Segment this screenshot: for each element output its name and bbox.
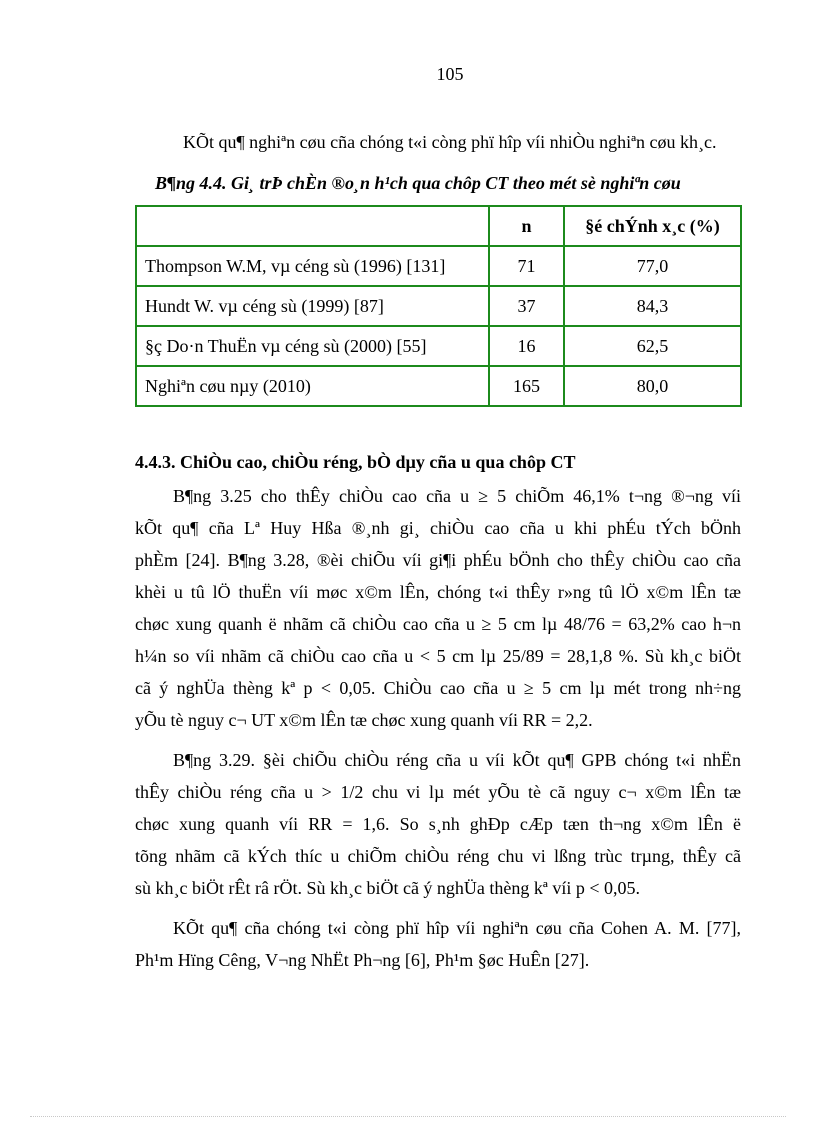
paragraph-line: phÈm [24]. B¶ng 3.28, ®èi chiÕu víi gi¶i phÉu bÖnh cho thÊy chiÒu cao cña	[135, 550, 741, 570]
paragraph-line: h¼n so víi nhãm cã chiÒu cao cña u < 5 cm lµ 25/89 = 28,1,8 %. Sù kh¸c biÖt	[135, 646, 741, 666]
table-cell-study: §ç Do·n ThuËn vµ céng sù (2000) [55]	[136, 326, 489, 366]
table-cell-accuracy: 84,3	[564, 286, 741, 326]
table-cell-study: Nghiªn cøu nµy (2010)	[136, 366, 489, 406]
page-number: 105	[436, 64, 464, 84]
paragraph-line: B¶ng 3.29. §èi chiÕu chiÒu réng cña u víi kÕt qu¶ GPB chóng t«i nhËn	[173, 750, 741, 770]
table-cell-accuracy: 77,0	[564, 246, 741, 286]
paragraph-line: khèi u tû lÖ thuËn víi møc x©m lÊn, chóng t«i thÊy r»ng tû lÖ x©m lÊn tæ	[135, 582, 741, 602]
paragraph-line: Ph¹m Hïng Cêng, V¬ng NhËt Ph¬ng [6], Ph¹m §øc HuÊn [27].	[135, 950, 590, 970]
paragraph-line: chøc xung quanh víi RR = 1,6. So s¸nh ghÐp cÆp tæn th¬ng x©m lÊn ë	[135, 814, 741, 834]
table-header-row	[136, 206, 741, 246]
paragraph-tumor-width	[135, 744, 741, 904]
paragraph-line: tõng nhãm cã kÝch thíc u chiÕm chiÒu réng chu vi lßng trùc trµng, thÊy cã	[135, 846, 741, 866]
paragraph-line: cã ý nghÜa thèng kª p < 0,05. ChiÒu cao cña u ≥ 5 cm lµ mét trong nh÷ng	[135, 678, 741, 698]
paragraph-line: kÕt qu¶ cña Lª Huy Hßa ®¸nh gi¸ chiÒu cao cña u khi phÉu tÝch bÖnh	[135, 518, 741, 538]
intro-sentence: KÕt qu¶ nghiªn cøu cña chóng t«i còng phï hîp víi nhiÒu nghiªn cøu kh¸c.	[183, 132, 717, 152]
paragraph-line: chøc xung quanh ë nhãm cã chiÒu cao cña u ≥ 5 cm lµ 48/76 = 63,2% cao h¬n	[135, 614, 741, 634]
table-header-n: n	[489, 206, 564, 246]
page-bottom-border	[30, 1116, 786, 1117]
paragraph-line: B¶ng 3.25 cho thÊy chiÒu cao cña u ≥ 5 chiÕm 46,1% t¬ng ®¬ng víi	[173, 486, 741, 506]
table-cell-accuracy: 80,0	[564, 366, 741, 406]
table-cell-accuracy: 62,5	[564, 326, 741, 366]
table-row	[136, 326, 741, 366]
paragraph-line: sù kh¸c biÖt rÊt râ rÖt. Sù kh¸c biÖt cã ý nghÜa thèng kª víi p < 0,05.	[135, 878, 641, 898]
table-cell-n: 37	[489, 286, 564, 326]
paragraph-line: yÕu tè nguy c¬ UT x©m lÊn tæ chøc xung quanh víi RR = 2,2.	[135, 710, 593, 730]
table-caption: B¶ng 4.4. Gi¸ trÞ chÈn ®o¸n h¹ch qua chôp CT theo mét sè nghiªn cøu	[155, 173, 681, 193]
table-header-accuracy: §é chÝnh x¸c (%)	[564, 206, 741, 246]
table-cell-study: Hundt W. vµ céng sù (1999) [87]	[136, 286, 489, 326]
accuracy-table	[135, 205, 742, 407]
table-row	[136, 246, 741, 286]
table-cell-n: 71	[489, 246, 564, 286]
table-cell-n: 165	[489, 366, 564, 406]
table-header-study	[136, 206, 489, 246]
paragraph-line: KÕt qu¶ cña chóng t«i còng phï hîp víi nghiªn cøu cña Cohen A. M. [77],	[173, 918, 741, 938]
section-heading: 4.4.3. ChiÒu cao, chiÒu réng, bÒ dµy cña u qua chôp CT	[135, 452, 576, 472]
table-cell-study: Thompson W.M, vµ céng sù (1996) [131]	[136, 246, 489, 286]
table-row	[136, 286, 741, 326]
paragraph-comparison	[135, 912, 741, 976]
paragraph-line: thÊy chiÒu réng cña u > 1/2 chu vi lµ mét yÕu tè cã nguy c¬ x©m lÊn tæ	[135, 782, 741, 802]
paragraph-tumor-height	[135, 480, 741, 736]
table-row	[136, 366, 741, 406]
table-cell-n: 16	[489, 326, 564, 366]
